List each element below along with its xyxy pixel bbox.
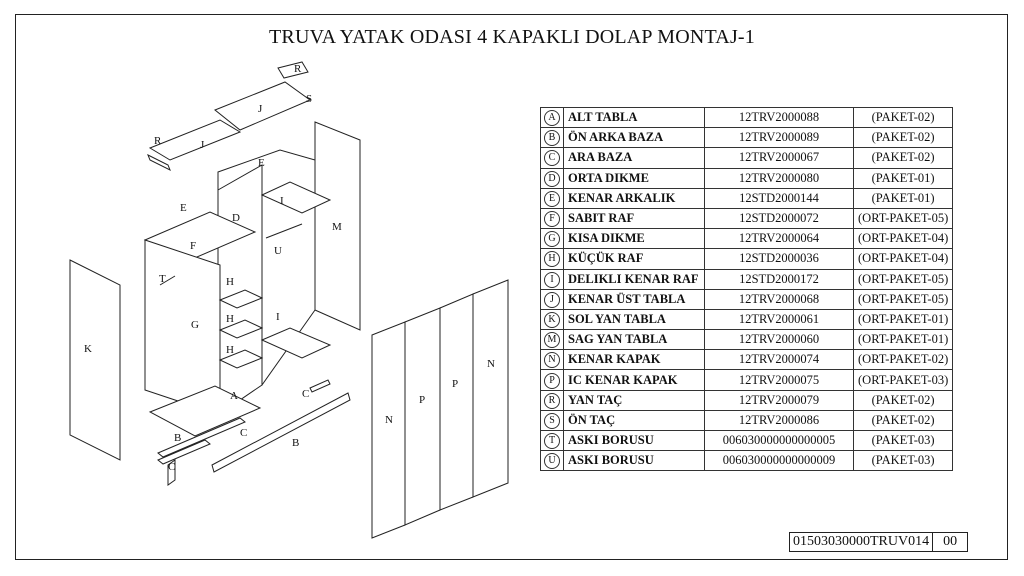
table-row [541, 390, 953, 410]
part-id-badge: R [544, 393, 560, 409]
label-b-right: B [292, 437, 300, 449]
part-name-cell: KENAR ÜST TABLA [564, 289, 705, 309]
label-p-left: P [419, 394, 426, 406]
part-name-cell: KENAR KAPAK [564, 350, 705, 370]
part-package-cell: (PAKET-02) [854, 410, 953, 430]
part-id-badge: U [544, 453, 560, 469]
part-package-cell: (ORT-PAKET-05) [854, 208, 953, 228]
part-package-cell: (ORT-PAKET-01) [854, 309, 953, 329]
part-id-cell [541, 269, 564, 289]
table-row [541, 188, 953, 208]
part-code-cell: 12TRV2000086 [705, 410, 854, 430]
part-code-cell: 12TRV2000089 [705, 128, 854, 148]
table-row [541, 451, 953, 471]
part-code-cell: 12STD2000036 [705, 249, 854, 269]
table-row [541, 168, 953, 188]
part-id-badge: E [544, 191, 560, 207]
part-name-cell: DELIKLI KENAR RAF [564, 269, 705, 289]
part-name-cell: ARA BAZA [564, 148, 705, 168]
table-row [541, 289, 953, 309]
part-id-badge: C [544, 150, 560, 166]
part-code-cell: 12TRV2000061 [705, 309, 854, 329]
label-h-2: H [226, 313, 234, 325]
part-id-cell [541, 188, 564, 208]
part-id-badge: I [544, 272, 560, 288]
part-name-cell: KISA DIKME [564, 229, 705, 249]
table-row [541, 350, 953, 370]
part-id-cell [541, 289, 564, 309]
part-id-badge: A [544, 110, 560, 126]
part-code-cell: 12TRV2000075 [705, 370, 854, 390]
door-p-left [405, 308, 440, 525]
part-id-badge: M [544, 332, 560, 348]
part-id-cell [541, 309, 564, 329]
part-package-cell: (PAKET-03) [854, 451, 953, 471]
part-name-cell: ÖN TAÇ [564, 410, 705, 430]
part-id-badge: K [544, 312, 560, 328]
part-id-cell [541, 451, 564, 471]
part-name-cell: ASKI BORUSU [564, 431, 705, 451]
label-n-right: N [487, 358, 495, 370]
label-r-top: R [294, 63, 302, 75]
part-code-cell: 12TRV2000068 [705, 289, 854, 309]
part-code-cell: 12TRV2000088 [705, 108, 854, 128]
part-code-cell: 12TRV2000060 [705, 330, 854, 350]
part-name-cell: KÜÇÜK RAF [564, 249, 705, 269]
parts-table-body [541, 108, 953, 471]
part-name-cell: SABIT RAF [564, 208, 705, 228]
part-code-cell: 12TRV2000064 [705, 229, 854, 249]
part-id-cell [541, 330, 564, 350]
label-k: K [84, 343, 92, 355]
label-e-right: E [258, 157, 265, 169]
label-u: U [274, 245, 282, 257]
part-code-cell: 12TRV2000067 [705, 148, 854, 168]
part-r-top [278, 62, 308, 78]
part-package-cell: (PAKET-01) [854, 188, 953, 208]
part-id-badge: F [544, 211, 560, 227]
part-package-cell: (PAKET-02) [854, 108, 953, 128]
part-id-cell [541, 431, 564, 451]
label-g: G [191, 319, 199, 331]
part-id-badge: S [544, 413, 560, 429]
part-id-cell [541, 108, 564, 128]
part-d [218, 165, 262, 415]
part-k [70, 260, 120, 460]
part-id-cell [541, 229, 564, 249]
label-f: F [190, 240, 197, 252]
part-name-cell: ORTA DIKME [564, 168, 705, 188]
label-c-left: C [168, 461, 176, 473]
label-h-1: H [226, 276, 234, 288]
part-package-cell: (ORT-PAKET-04) [854, 229, 953, 249]
part-package-cell: (ORT-PAKET-03) [854, 370, 953, 390]
part-name-cell: ALT TABLA [564, 108, 705, 128]
label-b-left: B [174, 432, 182, 444]
label-n-left: N [385, 414, 393, 426]
part-id-cell [541, 370, 564, 390]
part-package-cell: (ORT-PAKET-01) [854, 330, 953, 350]
part-package-cell: (PAKET-02) [854, 390, 953, 410]
label-j-left: J [200, 139, 205, 151]
part-package-cell: (PAKET-03) [854, 431, 953, 451]
table-row [541, 330, 953, 350]
label-m: M [332, 221, 342, 233]
table-row [541, 309, 953, 329]
drawing-title: TRUVA YATAK ODASI 4 KAPAKLI DOLAP MONTAJ-1 [269, 26, 755, 48]
part-code-cell: 12TRV2000079 [705, 390, 854, 410]
part-package-cell: (PAKET-02) [854, 128, 953, 148]
part-id-cell [541, 208, 564, 228]
parts-table [540, 107, 953, 471]
part-package-cell: (PAKET-01) [854, 168, 953, 188]
part-code-cell: 12STD2000172 [705, 269, 854, 289]
exploded-view [40, 60, 540, 550]
part-id-cell [541, 128, 564, 148]
part-package-cell: (PAKET-02) [854, 148, 953, 168]
table-row [541, 148, 953, 168]
part-c-3 [310, 380, 330, 392]
label-r-left: R [154, 135, 162, 147]
label-h-3: H [226, 344, 234, 356]
drawing-code-box [789, 532, 968, 552]
label-t: T [159, 273, 166, 285]
part-code-cell: 12TRV2000080 [705, 168, 854, 188]
part-id-cell [541, 350, 564, 370]
table-row [541, 431, 953, 451]
part-id-cell [541, 249, 564, 269]
part-name-cell: IC KENAR KAPAK [564, 370, 705, 390]
part-j-top-left [150, 120, 240, 160]
part-package-cell: (ORT-PAKET-05) [854, 289, 953, 309]
label-c-right: C [302, 388, 310, 400]
table-row [541, 370, 953, 390]
table-row [541, 229, 953, 249]
part-id-badge: B [544, 130, 560, 146]
part-id-cell [541, 410, 564, 430]
label-i-bottom: I [276, 311, 280, 323]
label-a: A [230, 390, 238, 402]
part-name-cell: SOL YAN TABLA [564, 309, 705, 329]
door-n-right [473, 280, 508, 497]
part-id-badge: G [544, 231, 560, 247]
part-name-cell: YAN TAÇ [564, 390, 705, 410]
part-id-cell [541, 168, 564, 188]
part-package-cell: (ORT-PAKET-04) [854, 249, 953, 269]
label-d: D [232, 212, 240, 224]
part-id-badge: D [544, 171, 560, 187]
part-name-cell: ASKI BORUSU [564, 451, 705, 471]
part-package-cell: (ORT-PAKET-02) [854, 350, 953, 370]
part-id-cell [541, 390, 564, 410]
assembly-diagram [40, 60, 540, 550]
part-id-badge: T [544, 433, 560, 449]
table-row [541, 410, 953, 430]
part-code-cell: 12STD2000144 [705, 188, 854, 208]
part-id-badge: J [544, 292, 560, 308]
table-row [541, 108, 953, 128]
door-n-left [372, 322, 405, 538]
table-row [541, 249, 953, 269]
part-id-cell [541, 148, 564, 168]
label-p-right: P [452, 378, 459, 390]
door-p-right [440, 294, 473, 510]
table-row [541, 128, 953, 148]
part-code-cell: 12STD2000072 [705, 208, 854, 228]
label-e-left: E [180, 202, 187, 214]
part-id-badge: N [544, 352, 560, 368]
part-name-cell: KENAR ARKALIK [564, 188, 705, 208]
revision-number: 00 [932, 533, 967, 551]
part-j-top-right [215, 82, 313, 130]
label-c-mid: C [240, 427, 248, 439]
part-code-cell: 006030000000000009 [705, 451, 854, 471]
part-name-cell: SAG YAN TABLA [564, 330, 705, 350]
label-s: S [306, 93, 313, 105]
part-package-cell: (ORT-PAKET-05) [854, 269, 953, 289]
label-i-top: I [280, 195, 284, 207]
part-code-cell: 12TRV2000074 [705, 350, 854, 370]
label-j-right: J [258, 103, 263, 115]
drawing-code: 01503030000TRUV014 [793, 534, 930, 549]
table-row [541, 269, 953, 289]
part-id-badge: P [544, 373, 560, 389]
part-id-badge: H [544, 251, 560, 267]
table-row [541, 208, 953, 228]
part-name-cell: ÖN ARKA BAZA [564, 128, 705, 148]
part-code-cell: 006030000000000005 [705, 431, 854, 451]
